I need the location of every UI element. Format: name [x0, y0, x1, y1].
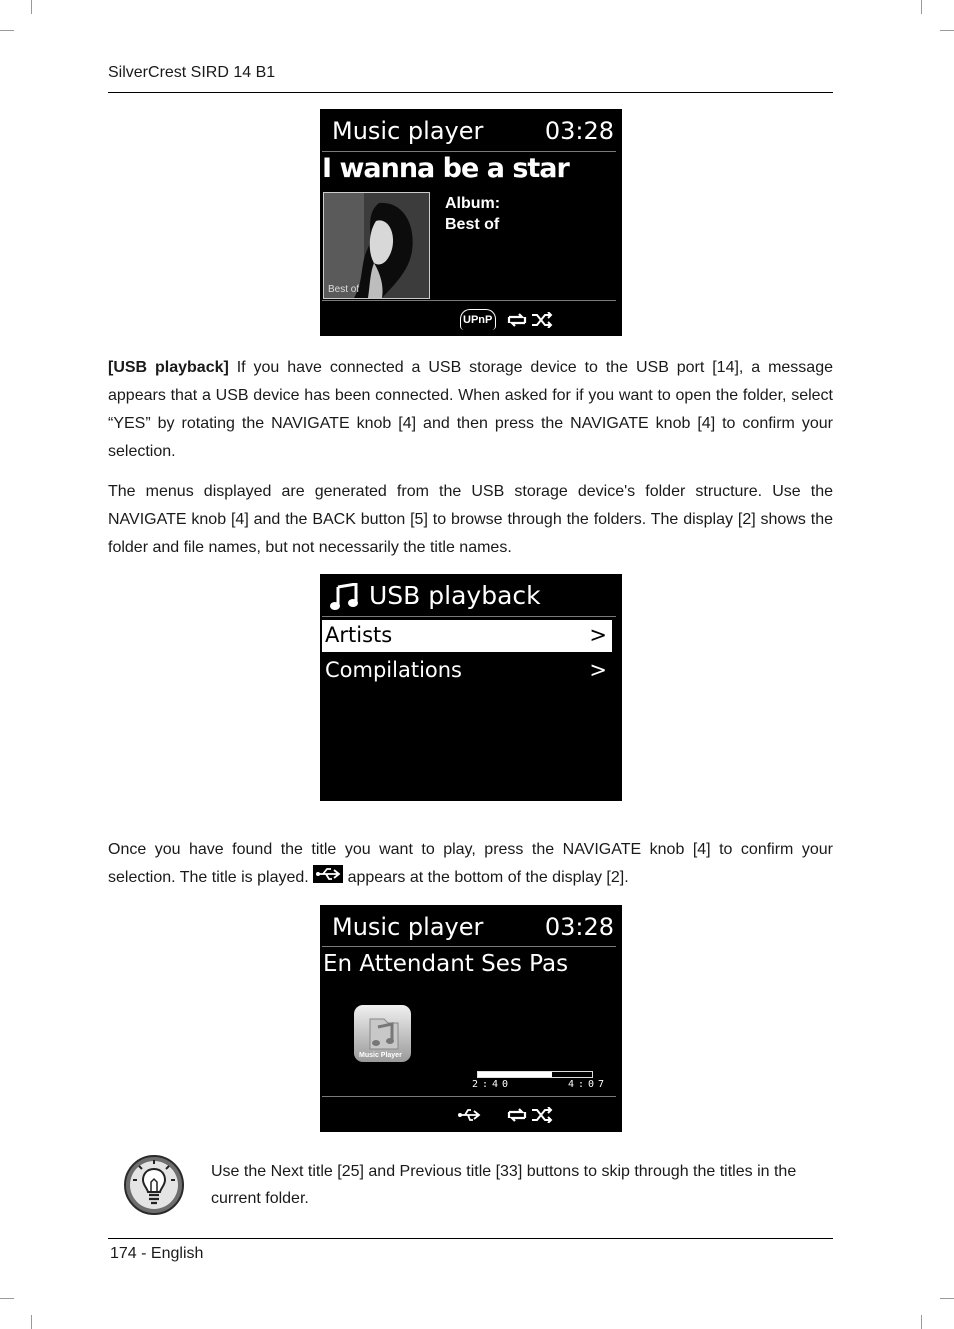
- music-player-screen-upnp: [320, 109, 622, 336]
- usb-inline-icon: [313, 865, 343, 883]
- album-value: Best of: [445, 216, 500, 233]
- menu-item-artists[interactable]: [322, 620, 612, 652]
- lightbulb-tip-icon: [123, 1154, 185, 1216]
- crop-mark: [31, 0, 32, 14]
- page-number: 174 - English: [110, 1245, 204, 1262]
- crop-mark: [940, 1298, 954, 1299]
- upnp-source-badge: [460, 309, 496, 330]
- track-title: En Attendant Ses Pas: [323, 951, 569, 977]
- track-title: I wanna be a star: [322, 153, 569, 184]
- menus-paragraph: [108, 478, 833, 562]
- repeat-icon: [506, 312, 528, 328]
- divider: [322, 946, 616, 947]
- tip-text: Use the Next title [25] and Previous title [33] buttons to skip through the titles in the current folder.: [211, 1163, 797, 1207]
- cover-caption: Best of: [328, 284, 360, 295]
- paragraph-text-after: appears at the bottom of the display [2].: [343, 869, 629, 886]
- divider: [322, 300, 616, 301]
- screen-app-title: Music player: [332, 117, 484, 145]
- title-played-paragraph: [108, 836, 833, 892]
- elapsed-time: 2:40: [472, 1079, 513, 1090]
- upnp-label: UPnP: [463, 314, 493, 326]
- chevron-right-icon: >: [589, 658, 607, 682]
- music-note-icon: [329, 583, 359, 611]
- usb-playback-screen: [320, 574, 622, 801]
- paragraph-text: If you have connected a USB storage device to the USB port [14], a message appears that a USB device has been connected. When asked for if you want to open the folder, select “YES” by rotating the NAVIGATE knob [4] and then press the NAVIGATE knob [4] to confirm your selection.: [108, 359, 833, 460]
- section-lead: [USB playback]: [108, 359, 229, 376]
- screen-time: 03:28: [544, 117, 614, 145]
- screen-title: USB playback: [369, 581, 541, 610]
- menu-item-label: Artists: [325, 623, 393, 647]
- page-footer: [108, 1238, 833, 1262]
- crop-mark: [31, 1315, 32, 1329]
- crop-mark: [921, 0, 922, 14]
- divider: [322, 151, 616, 152]
- document-title: SilverCrest SIRD 14 B1: [108, 64, 276, 81]
- total-time: 4:07: [568, 1079, 609, 1090]
- usb-playback-paragraph: [108, 354, 833, 466]
- progress-bar: [477, 1071, 593, 1078]
- screen-app-title: Music player: [332, 913, 484, 941]
- usb-icon: [456, 1107, 482, 1123]
- music-player-app-icon: [354, 1005, 411, 1062]
- app-icon-caption: Music Player: [359, 1052, 402, 1059]
- page-header: [108, 62, 833, 93]
- paragraph-text: The menus displayed are generated from the USB storage device's folder structure. Use the NAVIGATE knob [4] and the BACK button [5] to browse through the folders. The display [2] shows the folder and file names, but not necessarily the title names.: [108, 483, 833, 556]
- crop-mark: [921, 1315, 922, 1329]
- menu-item-label: Compilations: [325, 658, 463, 682]
- crop-mark: [0, 30, 14, 31]
- album-cover: [323, 192, 430, 299]
- paragraph-text-before: Once you have found the title you want to play, press the NAVIGATE knob [4] to confirm your selection. The title is played.: [108, 841, 833, 886]
- shuffle-icon: [531, 312, 553, 328]
- crop-mark: [940, 30, 954, 31]
- shuffle-icon: [531, 1107, 553, 1123]
- divider: [322, 1096, 616, 1097]
- repeat-icon: [506, 1107, 528, 1123]
- crop-mark: [0, 1298, 14, 1299]
- screen-time: 03:28: [544, 913, 614, 941]
- divider: [322, 616, 616, 617]
- music-player-screen-usb: [320, 905, 622, 1132]
- menu-item-compilations[interactable]: [322, 655, 612, 687]
- chevron-right-icon: >: [589, 623, 607, 647]
- album-label: Album:: [445, 195, 501, 212]
- portrait-image: [324, 193, 429, 298]
- progress-fill: [478, 1072, 552, 1077]
